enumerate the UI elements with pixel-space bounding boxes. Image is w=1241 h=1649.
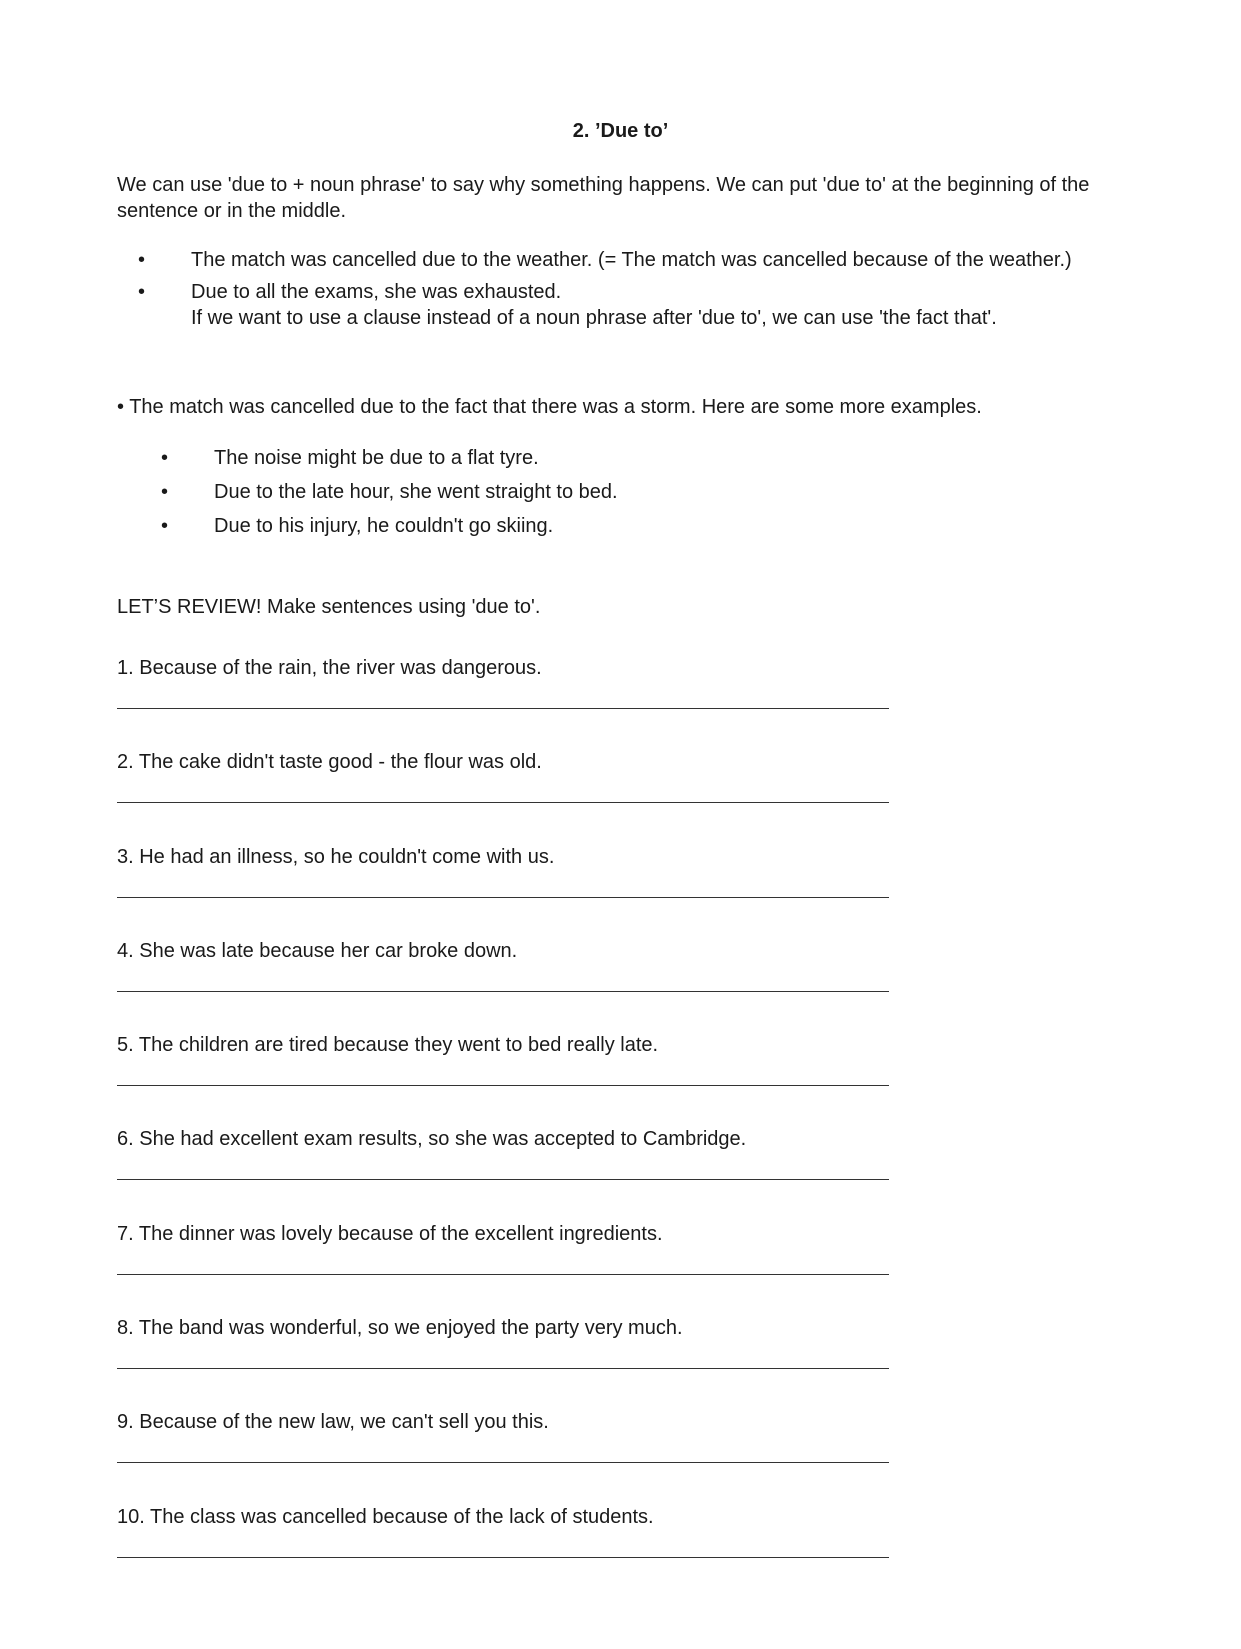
clause-note: If we want to use a clause instead of a noun phrase after 'due to', we can use 'the fact that'.: [191, 307, 997, 329]
list-item: [117, 279, 1117, 331]
answer-line[interactable]: [117, 1461, 889, 1463]
exercise-item: [117, 655, 907, 749]
exercise-item: [117, 1409, 907, 1503]
answer-line[interactable]: [117, 1556, 889, 1558]
answer-line[interactable]: [117, 707, 889, 709]
exercise-question: 7. The dinner was lovely because of the excellent ingredients.: [117, 1222, 663, 1245]
example-text: Due to all the exams, she was exhausted.: [191, 281, 562, 303]
list-item: [117, 247, 1117, 273]
example-list-a: [117, 247, 1117, 337]
exercise-question: 2. The cake didn't taste good - the flour was old.: [117, 751, 542, 774]
answer-line[interactable]: [117, 1367, 889, 1369]
exercise-question: 5. The children are tired because they went to bed really late.: [117, 1034, 659, 1057]
intro-paragraph: We can use 'due to + noun phrase' to say why something happens. We can put 'due to' at the beginning of the sentence or in the middle.: [117, 174, 1090, 222]
exercise-list: [117, 655, 907, 1598]
bullet: •: [161, 481, 169, 503]
exercise-item: [117, 749, 907, 843]
exercise-question: 1. Because of the rain, the river was dangerous.: [117, 657, 542, 679]
example-text: The noise might be due to a flat tyre.: [214, 447, 539, 469]
bullet: •: [138, 281, 146, 303]
bullet: •: [161, 447, 169, 469]
answer-line[interactable]: [117, 801, 889, 803]
example-text: Due to his injury, he couldn't go skiing.: [214, 515, 554, 537]
example-text: The match was cancelled due to the weather. (= The match was cancelled because of the weather.): [191, 249, 1072, 271]
exercise-item: [117, 1126, 907, 1220]
exercise-question: 9. Because of the new law, we can't sell you this.: [117, 1411, 549, 1434]
exercise-question: 4. She was late because her car broke down.: [117, 939, 518, 962]
exercise-question: 8. The band was wonderful, so we enjoyed the party very much.: [117, 1317, 683, 1340]
bullet: •: [161, 515, 169, 537]
review-heading: LET’S REVIEW! Make sentences using 'due to'.: [117, 596, 541, 618]
answer-line[interactable]: [117, 1084, 889, 1086]
page-title: 2. ’Due to’: [572, 120, 669, 142]
answer-line[interactable]: [117, 1273, 889, 1275]
exercise-item: [117, 938, 907, 1032]
exercise-question: 3. He had an illness, so he couldn't come with us.: [117, 845, 555, 868]
exercise-question: 10. The class was cancelled because of the lack of students.: [117, 1505, 654, 1528]
answer-line[interactable]: [117, 1178, 889, 1180]
list-item: [117, 479, 1017, 513]
standalone-example: • The match was cancelled due to the fact that there was a storm. Here are some more examples.: [117, 396, 982, 418]
exercise-item: [117, 1221, 907, 1315]
bullet: •: [138, 249, 146, 271]
example-list-b: [117, 445, 1017, 547]
list-item: [117, 445, 1017, 479]
list-item: [117, 513, 1017, 547]
exercise-item: [117, 844, 907, 938]
example-text: Due to the late hour, she went straight to bed.: [214, 481, 618, 503]
exercise-item: [117, 1032, 907, 1126]
answer-line[interactable]: [117, 896, 889, 898]
exercise-question: 6. She had excellent exam results, so she was accepted to Cambridge.: [117, 1128, 747, 1151]
exercise-item: [117, 1315, 907, 1409]
answer-line[interactable]: [117, 990, 889, 992]
exercise-item: [117, 1504, 907, 1598]
